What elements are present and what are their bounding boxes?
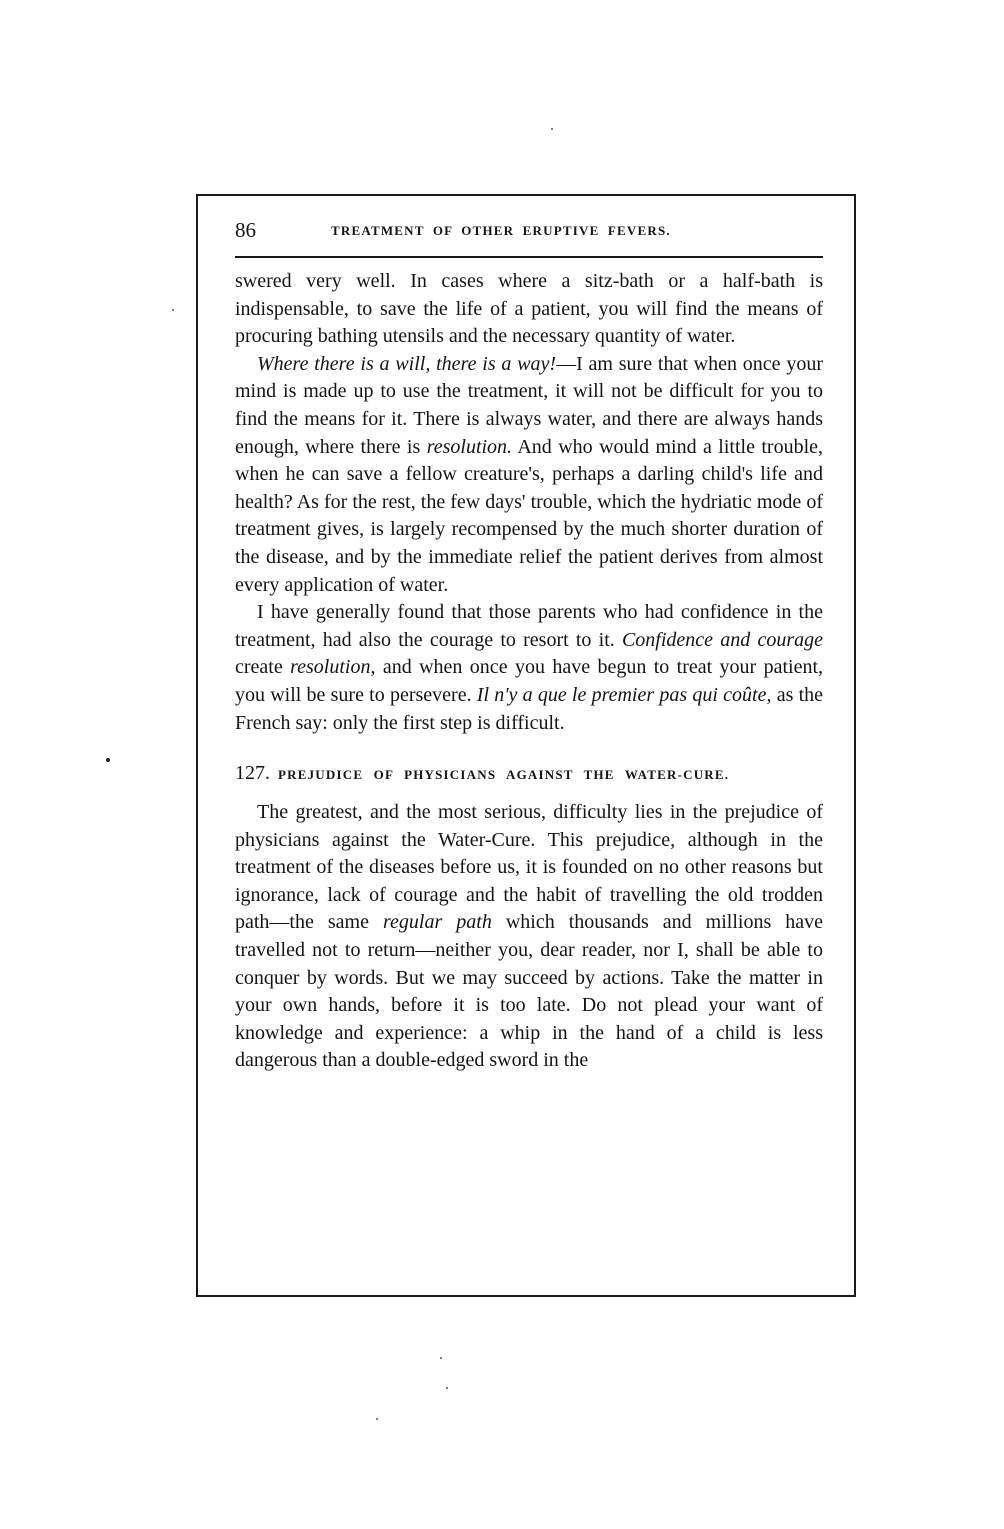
section-number: 127.	[235, 762, 270, 785]
page-frame	[196, 194, 856, 1297]
section-heading	[235, 759, 823, 789]
scan-speck	[376, 1418, 378, 1420]
emphasis-regular-path: regular path	[383, 911, 492, 934]
section-text-b: which thousands and millions have travelled not to return—neither you, dear reader, nor I, shall be able to conquer by words. But we may succeed by actions. Take the matter in your own hands, before it is too late. Do not plead your want of knowledge and experience: a whip in the hand of a child is less dangerous than a double-edged sword in the	[235, 911, 823, 1072]
paragraph-3-text-a: I have generally found that those parents who had confidence in the treatment, had also the courage to resort to it.	[235, 601, 823, 651]
section-text-a: The greatest, and the most serious, difficulty lies in the prejudice of physicians against the Water-Cure. This prejudice, although in the treatment of the diseases before us, it is founded on no other reasons but ignorance, lack of courage and the habit of travelling the old trodden path—the same	[235, 801, 823, 934]
scan-speck	[446, 1387, 448, 1389]
section-paragraph	[235, 799, 823, 1075]
paragraph-parents	[235, 599, 823, 737]
emphasis-resolution: resolution.	[426, 435, 513, 458]
body-text	[235, 268, 823, 1075]
scan-speck	[172, 309, 174, 311]
paragraph-1-text: swered very well. In cases where a sitz-bath or a half-bath is indispensable, to save the life of a patient, you will find the means of procuring bathing utensils and the necessary quantity of water.	[235, 270, 823, 348]
paragraph-2-text-a: —I am sure that when once your mind is made up to use the treatment, it will not be difficult for you to find the means for it. There is always water, and there are always hands enough, where there is	[235, 352, 824, 458]
motto-text: Where there is a will, there is a way!	[257, 352, 557, 375]
page-header	[235, 218, 823, 244]
scan-speck	[551, 128, 553, 130]
emphasis-confidence-courage: Confidence and courage	[621, 628, 824, 651]
paragraph-continued	[235, 268, 823, 351]
scan-speck	[106, 758, 110, 762]
emphasis-resolution-2: resolution,	[290, 656, 376, 679]
paragraph-3-text-c: and when once you have begun to treat your patient, you will be sure to persevere.	[235, 656, 823, 706]
french-quote: Il n'y a que le premier pas qui coûte,	[476, 683, 772, 706]
paragraph-3-text-d: as the French say: only the first step is difficult.	[235, 683, 823, 734]
section-title: PREJUDICE OF PHYSICIANS AGAINST THE WATER-CURE.	[278, 767, 730, 783]
page-number: 86	[235, 218, 256, 242]
paragraph-2-text-b: And who would mind a little trouble, when he can save a fellow creature's, perhaps a darling child's life and health? As for the rest, the few days' trouble, which the hydriatic mode of treatment gives, is largely recompensed by the much shorter duration of the disease, and by the immediate relief the patient derives from almost every application of water.	[235, 435, 824, 596]
running-head: TREATMENT OF OTHER ERUPTIVE FEVERS.	[331, 223, 671, 238]
paragraph-3-text-b: create	[235, 656, 291, 679]
header-rule	[235, 256, 823, 258]
scan-speck	[440, 1357, 442, 1359]
paragraph-motto	[235, 351, 823, 599]
